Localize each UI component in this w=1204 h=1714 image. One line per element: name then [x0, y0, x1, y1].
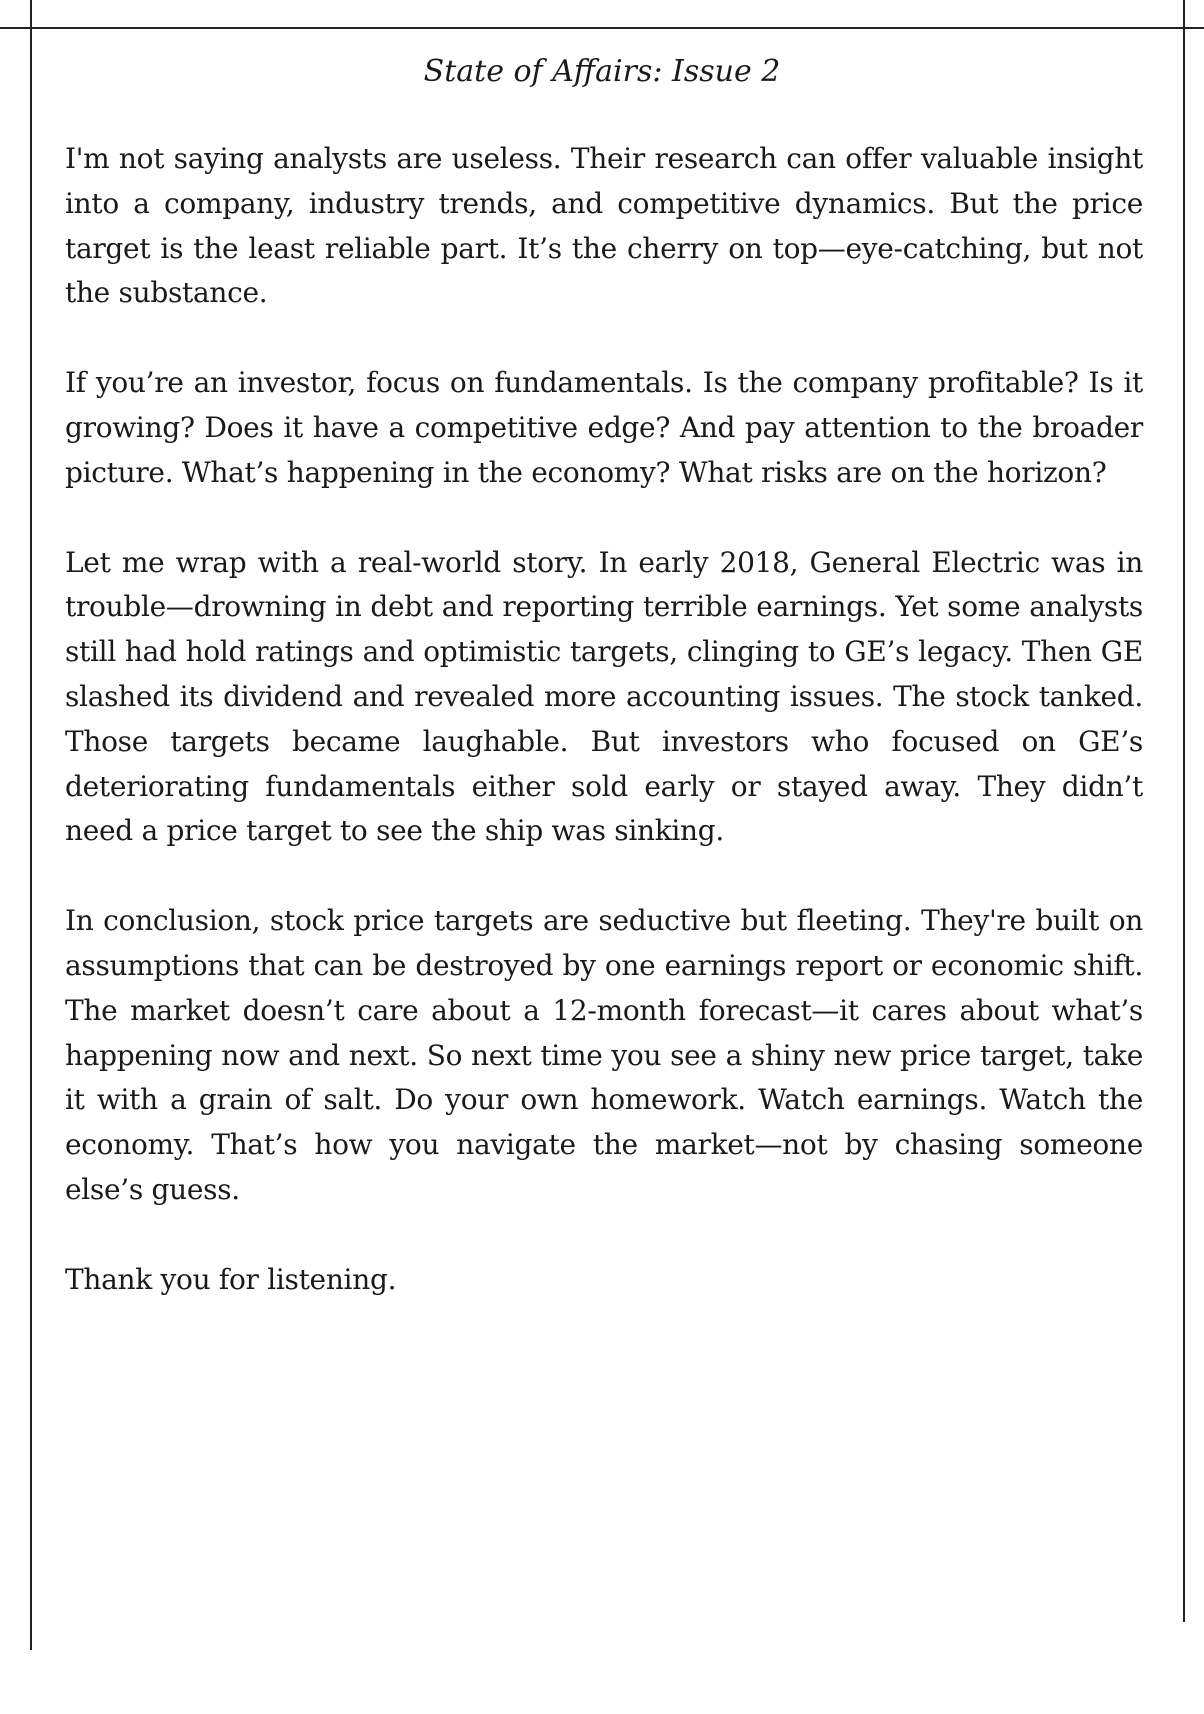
page-border-left — [30, 0, 32, 1650]
page-border-top — [0, 27, 1204, 29]
paragraph-fundamentals: If you’re an investor, focus on fundamentals. Is the company profitable? Is it growing? Does it have a competitive edge? And pay attention to the broader picture. What’s happening in the economy? What risks are on the horizon? — [65, 366, 1143, 489]
paragraph-conclusion: In conclusion, stock price targets are seductive but fleeting. They're built on assumptions that can be destroyed by one earnings report or economic shift. The market doesn’t care about a 12-month forecast—it cares about what’s happening now and next. So next time you see a shiny new price target, take it with a grain of salt. Do your own homework. Watch earnings. Watch the economy. That’s how you navigate the market—not by chasing someone else’s guess. — [65, 904, 1143, 1206]
document-title: State of Affairs: Issue 2 — [423, 54, 781, 89]
paragraph-analysts: I'm not saying analysts are useless. Their research can offer valuable insight into a company, industry trends, and competitive dynamics. But the price target is the least reliable part. It’s the cherry on top—eye-catching, but not the substance. — [65, 142, 1143, 310]
page-border-right — [1183, 0, 1185, 1622]
document-body — [65, 137, 1143, 1348]
paragraph-closing: Thank you for listening. — [65, 1262, 397, 1296]
paragraph-ge-story: Let me wrap with a real-world story. In early 2018, General Electric was in trouble—drowning in debt and reporting terrible earnings. Yet some analysts still had hold ratings and optimistic targets, clinging to GE’s legacy. Then GE slashed its dividend and revealed more accounting issues. The stock tanked. Those targets became laughable. But investors who focused on GE’s deteriorating fundamentals either sold early or stayed away. They didn’t need a price target to see the ship was sinking. — [65, 545, 1143, 848]
